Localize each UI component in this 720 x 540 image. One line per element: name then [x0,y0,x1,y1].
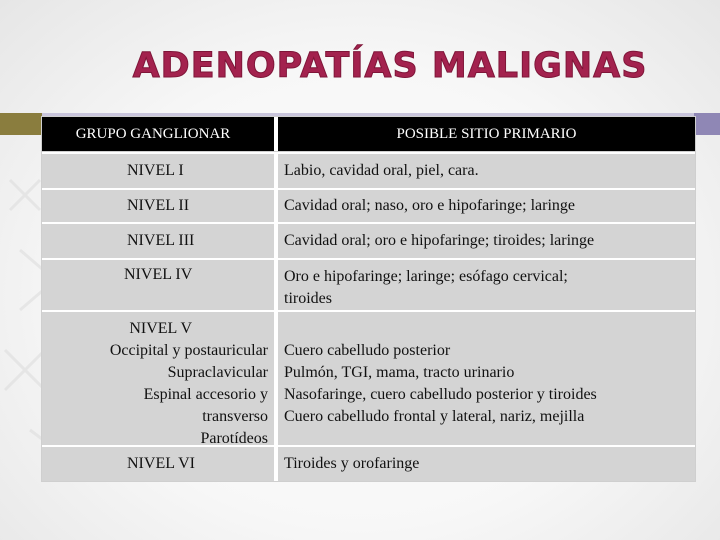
site-cell: Tiroides y orofaringe [278,447,695,481]
table-row [42,258,695,310]
accent-bar-left [0,113,42,135]
group-line: Supraclavicular [167,364,268,381]
group-cell: NIVEL VI [42,447,274,481]
site-line: Cuero cabelludo frontal y lateral, nariz, mejilla [284,408,585,425]
header-posible-sitio-primario: POSIBLE SITIO PRIMARIO [278,117,695,151]
group-cell: NIVEL II [42,190,274,222]
site-line: Cuero cabelludo posterior [284,342,451,359]
site-cell: Cavidad oral; oro e hipofaringe; tiroides; laringe [278,224,695,258]
group-line: NIVEL V [129,320,192,337]
site-cell [278,312,695,445]
group-line: Occipital y postauricular [109,342,268,359]
accent-bar-right [694,113,720,135]
site-line: Oro e hipofaringe; laringe; esófago cervical; [284,268,568,285]
group-line: Espinal accesorio y [143,386,268,403]
site-line: tiroides [284,290,332,307]
group-cell [42,312,274,445]
group-cell: NIVEL IV [42,260,274,310]
slide-title: ADENOPATÍAS MALIGNAS [132,46,648,86]
site-cell: Cavidad oral; naso, oro e hipofaringe; laringe [278,190,695,222]
group-cell: NIVEL III [42,224,274,258]
table-row [42,310,695,445]
site-cell [278,260,695,310]
table-row [42,188,695,222]
adenopathy-table [41,116,696,482]
table-row [42,445,695,481]
group-line: Parotídeos [200,430,268,447]
group-line: transverso [202,408,268,425]
header-grupo-ganglionar: GRUPO GANGLIONAR [42,117,274,151]
group-cell: NIVEL I [42,154,274,188]
table-row [42,152,695,188]
site-cell: Labio, cavidad oral, piel, cara. [278,154,695,188]
table-row [42,222,695,258]
site-line: Nasofaringe, cuero cabelludo posterior y tiroides [284,386,597,403]
site-line: Pulmón, TGI, mama, tracto urinario [284,364,515,381]
table-header-row [42,117,695,152]
